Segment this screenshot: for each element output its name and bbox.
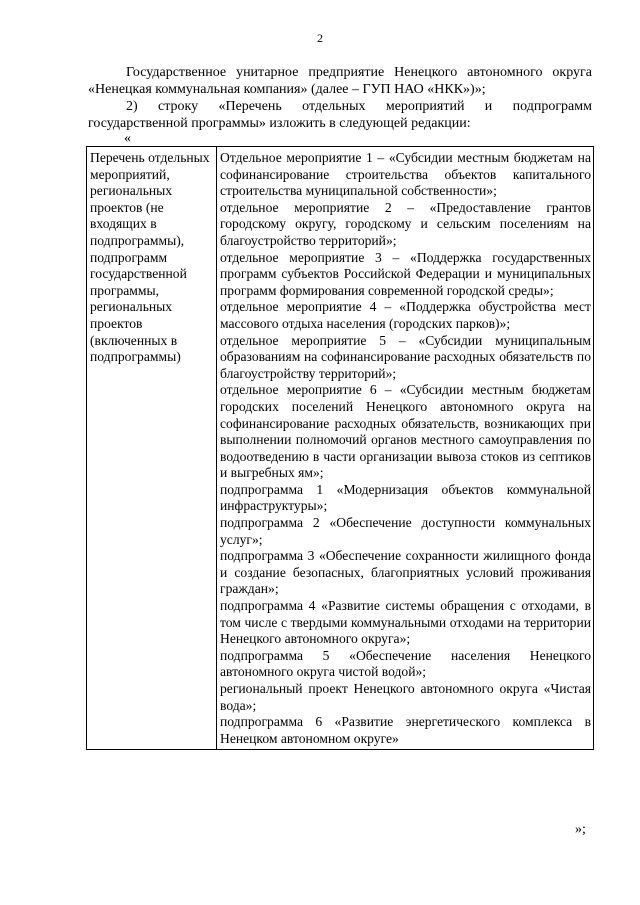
table-right-cell [217, 147, 594, 750]
list-item: подпрограмма 3 «Обеспечение сохранности жилищного фонда и создание безопасных, благоприятных условий проживания граждан»; [220, 548, 591, 597]
program-table [86, 146, 594, 750]
list-item: отдельное мероприятие 2 – «Предоставление грантов городскому округу, городскому и сельским поселениям на благоустройство территорий»; [220, 199, 591, 248]
list-item: подпрограмма 6 «Развитие энергетического комплекса в Ненецком автономном округе» [220, 714, 591, 746]
list-item: региональный проект Ненецкого автономного округа «Чистая вода»; [220, 681, 591, 713]
list-item: подпрограмма 4 «Развитие системы обращения с отходами, в том числе с твердыми коммунальными отходами на территории Ненецкого автономного округа»; [220, 598, 591, 647]
closing-quote: »; [575, 822, 586, 837]
list-item: Отдельное мероприятие 1 – «Субсидии местным бюджетам на софинансирование строительства объектов капитального строительства муниципальной собственности»; [220, 150, 591, 199]
intro-paragraph-1-text: Государственное унитарное предприятие Ненецкого автономного округа «Ненецкая коммунальная компания» (далее – ГУП НАО «НКК»)»; [88, 65, 592, 97]
list-item: подпрограмма 1 «Модернизация объектов коммунальной инфраструктуры»; [220, 481, 591, 514]
list-item: отдельное мероприятие 4 – «Поддержка обустройства мест массового отдыха населения (городских парков)»; [220, 299, 591, 331]
intro-paragraph-1 [88, 64, 592, 98]
list-item: отдельное мероприятие 6 – «Субсидии местным бюджетам городских поселений Ненецкого автономного округа на софинансирование расходных обязательств, возникающих при выполнении полномочий органов местного самоуправления по водоотведению в части организации вывоза стоков из септиков и выгребных ям»; [220, 382, 591, 481]
opening-quote: « [124, 131, 131, 146]
list-item: отдельное мероприятие 3 – «Поддержка государственных программ субъектов Российской Федерации и муниципальных программ формирования современной городской среды»; [220, 249, 591, 298]
page-number: 2 [317, 31, 323, 45]
intro-paragraph-2-text: 2) строку «Перечень отдельных мероприятий и подпрограмм государственной программы» изложить в следующей редакции: [88, 99, 592, 131]
table-row [87, 147, 594, 750]
list-item: подпрограмма 2 «Обеспечение доступности коммунальных услуг»; [220, 515, 591, 547]
list-item: отдельное мероприятие 5 – «Субсидии муниципальным образованиям на софинансирование расходных обязательств по благоустройству территорий»; [220, 332, 591, 381]
intro-paragraph-2 [88, 98, 592, 132]
list-item: подпрограмма 5 «Обеспечение населения Ненецкого автономного округа чистой водой»; [220, 647, 591, 680]
table-left-cell: Перечень отдельных мероприятий, региональных проектов (не входящих в подпрограммы), подпрограмм государственной программы, региональных проектов (включенных в подпрограммы) [87, 147, 217, 750]
